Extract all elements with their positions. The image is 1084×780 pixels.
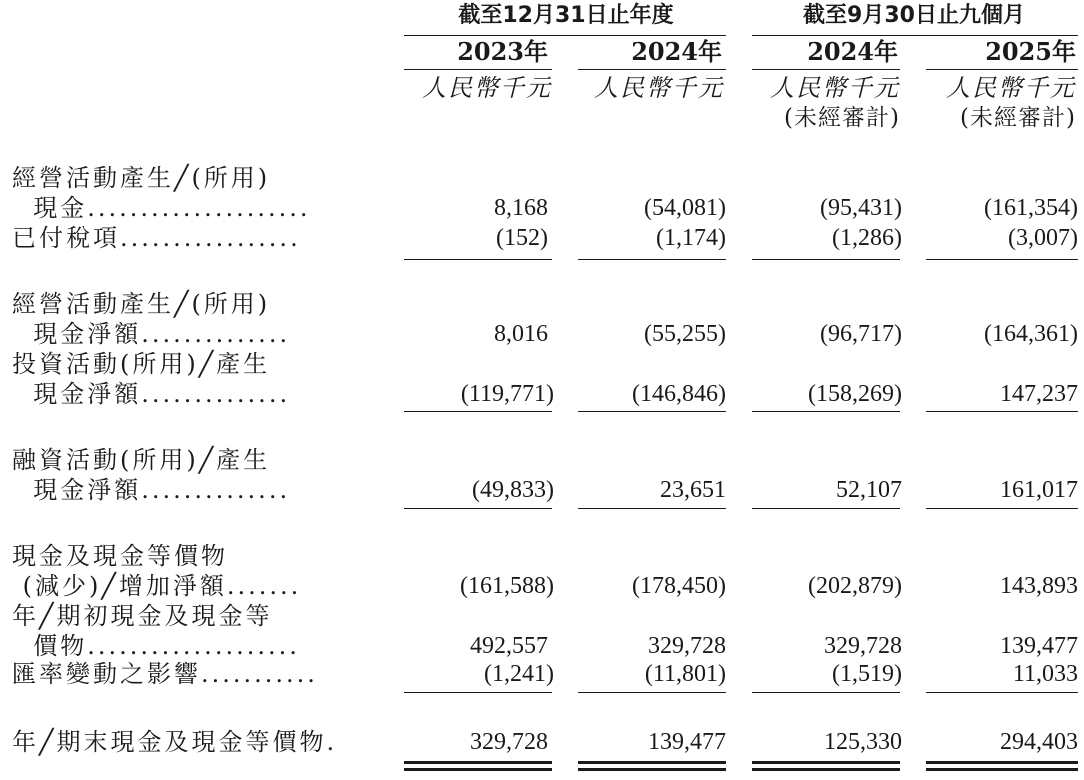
cell: (96,717): [820, 321, 902, 347]
subtotal-rule: [752, 692, 900, 693]
row-label: 匯率變動之影響...........: [12, 660, 318, 688]
total-double-rule: [578, 761, 726, 767]
cell: 161,017: [1000, 477, 1078, 503]
year-col-2: 2024年: [631, 37, 722, 66]
cell: 147,237: [1000, 381, 1078, 407]
subtotal-rule: [926, 259, 1078, 260]
cell: (152): [496, 225, 548, 251]
row-label: 現金淨額..............: [33, 320, 291, 348]
cell: (55,255): [644, 321, 726, 347]
row-label: 價物....................: [33, 632, 300, 660]
cell: 294,403: [1000, 729, 1078, 755]
cell: 23,651: [660, 477, 726, 503]
cell: (1,174): [656, 225, 726, 251]
unit-col-1: 人民幣千元: [422, 74, 552, 102]
row-label: 現金淨額..............: [33, 476, 291, 504]
cell: 329,728: [648, 633, 726, 659]
row-label: 經營活動產生╱(所用): [12, 290, 271, 318]
row-label: 年╱期末現金及現金等價物.: [12, 728, 338, 756]
total-double-rule: [926, 761, 1078, 767]
cell: (1,241): [484, 661, 554, 687]
subtotal-rule: [752, 411, 900, 412]
total-double-rule: [578, 768, 726, 774]
year-col-1: 2023年: [457, 37, 548, 66]
total-double-rule: [404, 761, 552, 767]
cell: 139,477: [648, 729, 726, 755]
year-col-3: 2024年: [807, 37, 898, 66]
subtotal-rule: [404, 411, 552, 412]
unit-col-2: 人民幣千元: [594, 74, 724, 102]
cell: (161,588): [460, 573, 554, 599]
cell: (1,286): [832, 225, 902, 251]
subtotal-rule: [926, 508, 1078, 509]
year-rule-4: [926, 69, 1078, 70]
total-double-rule: [404, 768, 552, 774]
subtotal-rule: [578, 508, 726, 509]
subtotal-rule: [578, 259, 726, 260]
row-label: 年╱期初現金及現金等: [12, 602, 273, 630]
row-label: 現金.....................: [33, 194, 311, 222]
row-label: 經營活動產生╱(所用): [12, 164, 271, 192]
cell: 139,477: [1000, 633, 1078, 659]
cell: (3,007): [1008, 225, 1078, 251]
year-rule-1: [404, 69, 552, 70]
subtotal-rule: [752, 259, 900, 260]
unit-col-3: 人民幣千元: [770, 74, 900, 102]
total-double-rule: [752, 761, 900, 767]
cell: 492,557: [470, 633, 548, 659]
subtotal-rule: [404, 259, 552, 260]
unit-col-4: 人民幣千元: [946, 74, 1076, 102]
row-label: 現金淨額..............: [33, 380, 291, 408]
cell: (119,771): [460, 381, 554, 407]
subtotal-rule: [578, 411, 726, 412]
cell: (178,450): [632, 573, 726, 599]
cell: (49,833): [472, 477, 554, 503]
header-rule-2: [752, 35, 1078, 36]
cell: 11,033: [1012, 661, 1078, 687]
year-rule-3: [752, 69, 900, 70]
year-col-4: 2025年: [985, 37, 1076, 66]
subtotal-rule: [404, 508, 552, 509]
header-group-nine-months: 截至9月30日止九個月: [803, 3, 1025, 28]
subtotal-rule: [926, 692, 1078, 693]
cell: (95,431): [820, 195, 902, 221]
cell: (1,519): [832, 661, 902, 687]
cell: (11,801): [644, 661, 726, 687]
cell: (146,846): [632, 381, 726, 407]
year-rule-2: [578, 69, 726, 70]
row-label: (減少)╱增加淨額.......: [22, 572, 302, 600]
cell: 125,330: [824, 729, 902, 755]
total-double-rule: [752, 768, 900, 774]
row-label: 現金及現金等價物: [12, 542, 228, 570]
header-rule-1: [404, 35, 726, 36]
subtotal-rule: [752, 508, 900, 509]
row-label: 投資活動(所用)╱產生: [12, 350, 271, 378]
subtotal-rule: [578, 692, 726, 693]
subtotal-rule: [926, 411, 1078, 412]
header-group-year-ended: 截至12月31日止年度: [458, 3, 674, 28]
unaudited-col-3: (未經審計): [784, 105, 900, 131]
cell: 329,728: [824, 633, 902, 659]
cell: (54,081): [644, 195, 726, 221]
unaudited-col-4: (未經審計): [960, 105, 1076, 131]
cell: 8,168: [494, 195, 548, 221]
total-double-rule: [926, 768, 1078, 774]
cell: (161,354): [984, 195, 1078, 221]
cell: 52,107: [836, 477, 902, 503]
cell: 8,016: [494, 321, 548, 347]
cell: 143,893: [1000, 573, 1078, 599]
row-label: 已付稅項.................: [12, 224, 301, 252]
cell: (158,269): [808, 381, 902, 407]
cell: (164,361): [984, 321, 1078, 347]
cell: 329,728: [470, 729, 548, 755]
cell: (202,879): [808, 573, 902, 599]
subtotal-rule: [404, 692, 552, 693]
row-label: 融資活動(所用)╱產生: [12, 446, 271, 474]
